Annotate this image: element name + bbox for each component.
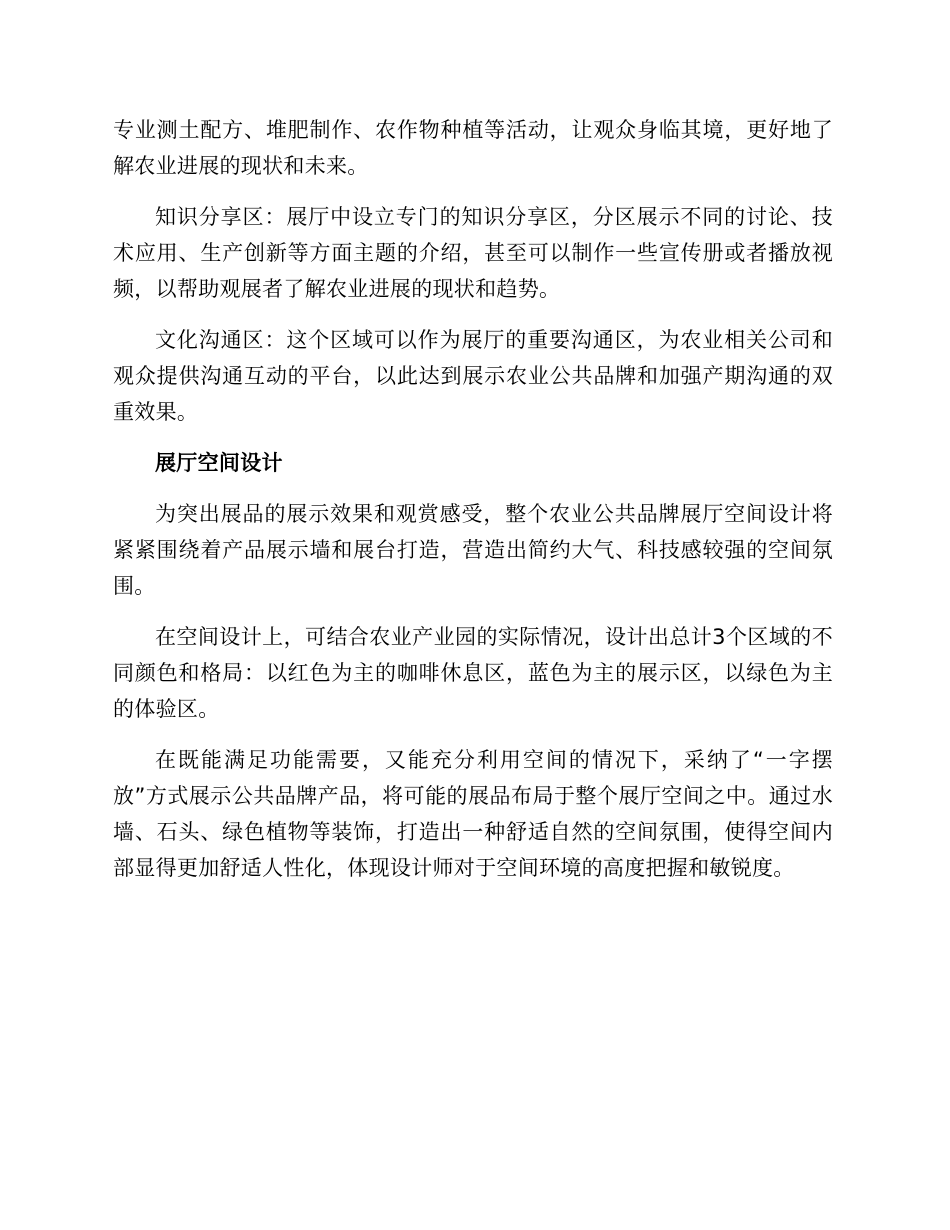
paragraph-layout-decoration: 在既能满足功能需要，又能充分利用空间的情况下，采纳了“一字摆放”方式展示公共品牌产品，将可能的展品布局于整个展厅空间之中。通过水墙、石头、绿色植物等装饰，打造出一种舒适自然的空间氛围，使得空间内部显得更加舒适人性化，体现设计师对于空间环境的高度把握和敏锐度。	[113, 748, 833, 880]
document-body	[113, 112, 833, 901]
section-heading: 展厅空间设计	[155, 451, 283, 475]
paragraph-space-design-intro: 为突出展品的展示效果和观赏感受，整个农业公共品牌展厅空间设计将紧紧围绕着产品展示墙和展台打造，营造出简约大气、科技感较强的空间氛围。	[113, 502, 833, 598]
paragraph-space-zones: 在空间设计上，可结合农业产业园的实际情况，设计出总计3个区域的不同颜色和格局：以红色为主的咖啡休息区，蓝色为主的展示区，以绿色为主的体验区。	[113, 625, 833, 721]
paragraph-continued: 专业测土配方、堆肥制作、农作物种植等活动，让观众身临其境，更好地了解农业进展的现状和未来。	[113, 118, 833, 178]
paragraph-cultural-communication-zone: 文化沟通区：这个区域可以作为展厅的重要沟通区，为农业相关公司和观众提供沟通互动的平台，以此达到展示农业公共品牌和加强产期沟通的双重效果。	[113, 328, 833, 424]
paragraph-knowledge-sharing-zone: 知识分享区：展厅中设立专门的知识分享区，分区展示不同的讨论、技术应用、生产创新等方面主题的介绍，甚至可以制作一些宣传册或者播放视频，以帮助观展者了解农业进展的现状和趋势。	[113, 205, 833, 301]
